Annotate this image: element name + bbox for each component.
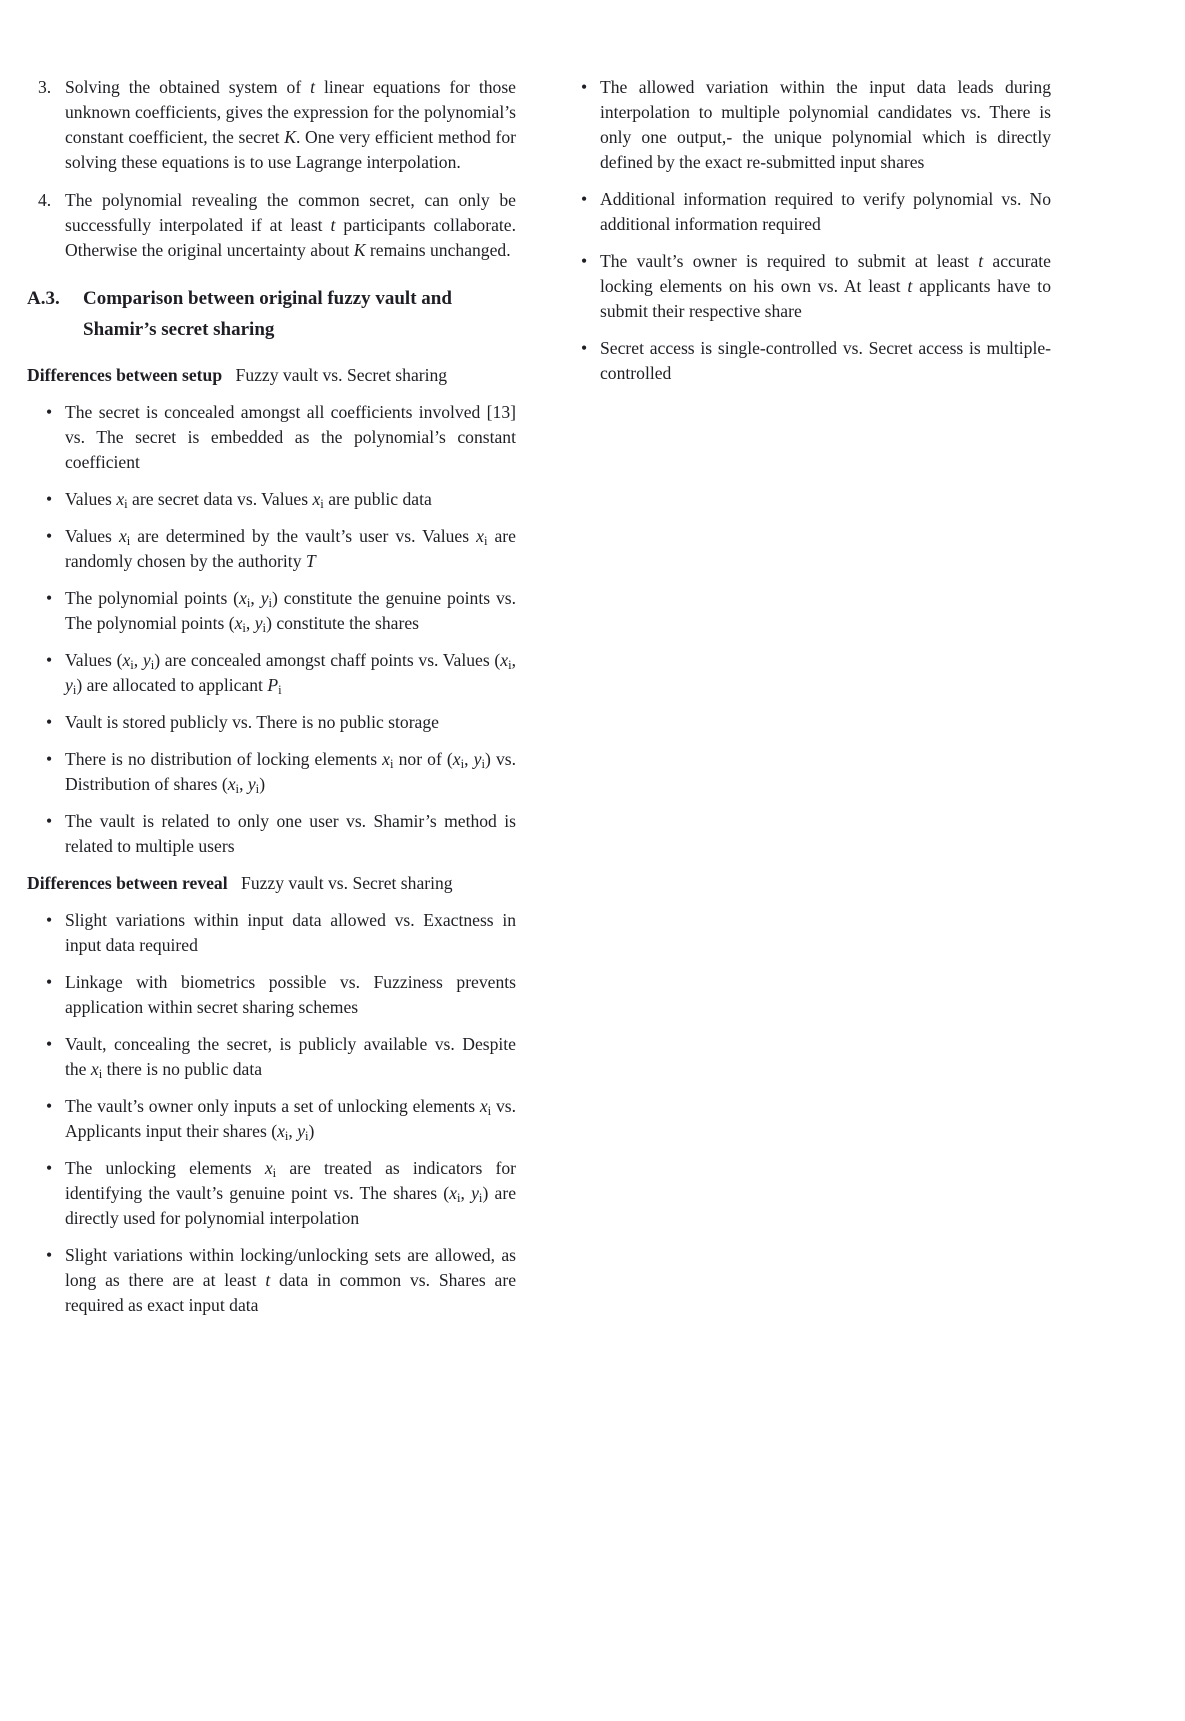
item-number: 3. <box>38 77 52 97</box>
bullet-icon: • <box>46 712 53 732</box>
bullet-text: The vault’s owner is required to submit at least t accurate locking elements on his own vs. At least t applicants have to submit their respective share <box>600 251 1051 321</box>
subheading-comparison: Fuzzy vault vs. Secret sharing <box>241 873 453 893</box>
bullet-item <box>27 524 516 574</box>
comparison-bullet-list <box>562 75 1051 386</box>
bullet-item <box>27 400 516 475</box>
bullet-item <box>27 648 516 698</box>
bullet-text: The vault’s owner only inputs a set of unlocking elements $x_i$ vs. Applicants input their shares ($x_i$, $y_i$) <box>65 1096 516 1143</box>
item-number: 4. <box>38 190 52 210</box>
bullet-text: Slight variations within input data allowed vs. Exactness in input data required <box>65 910 516 955</box>
bullet-item <box>27 1032 516 1082</box>
bullet-text: Secret access is single-controlled vs. Secret access is multiple-controlled <box>600 338 1051 383</box>
bullet-text: The allowed variation within the input data leads during interpolation to multiple polynomial candidates vs. There is only one output,- the unique polynomial which is directly defined by the exact re-submitted input shares <box>600 77 1051 172</box>
bullet-icon: • <box>581 251 588 271</box>
numbered-item <box>27 188 516 263</box>
bullet-icon: • <box>46 910 53 930</box>
bullet-text: The unlocking elements $x_i$ are treated as indicators for identifying the vault’s genuine point vs. The shares ($x_i$, $y_i$) are directly used for polynomial interpolation <box>65 1158 517 1228</box>
subheading-comparison: Fuzzy vault vs. Secret sharing <box>235 365 448 385</box>
bullet-text: Linkage with biometrics possible vs. Fuzziness prevents application within secret sharing schemes <box>65 972 516 1017</box>
subheading-label: Differences between setup <box>27 365 223 385</box>
bullet-text: Vault is stored publicly vs. There is no public storage <box>65 712 439 732</box>
bullet-icon: • <box>581 189 588 209</box>
bullet-item <box>27 809 516 859</box>
bullet-item <box>27 710 516 735</box>
numbered-item <box>27 75 516 175</box>
bullet-text: Values $x_i$ are secret data vs. Values $x_i$ are public data <box>65 489 432 511</box>
bullet-icon: • <box>46 1096 53 1116</box>
bullet-item <box>27 970 516 1020</box>
item-text: Solving the obtained system of t linear equations for those unknown coefficients, gives the expression for the polynomial’s constant coefficient, the secret K. One very efficient method for solving these equations is to use Lagrange interpolation. <box>65 77 516 172</box>
bullet-icon: • <box>46 749 53 769</box>
bullet-icon: • <box>46 588 53 608</box>
section-heading <box>27 283 516 345</box>
bullet-item <box>27 487 516 512</box>
bullet-item <box>27 747 516 797</box>
section-title: Comparison between original fuzzy vault and Shamir’s secret sharing <box>83 288 452 340</box>
bullet-icon: • <box>581 77 588 97</box>
bullet-text: There is no distribution of locking elements $x_i$ nor of ($x_i$, $y_i$) vs. Distribution of shares ($x_i$, $y_i$) <box>65 749 517 796</box>
bullet-item <box>27 908 516 958</box>
bullet-icon: • <box>46 526 53 546</box>
bullet-text: The polynomial points ($x_i$, $y_i$) constitute the genuine points vs. The polynomial points ($x_i$, $y_i$) constitute the shares <box>65 588 516 635</box>
bullet-text: Values $x_i$ are determined by the vault’s user vs. Values $x_i$ are randomly chosen by the authority T <box>65 526 516 571</box>
bullet-icon: • <box>46 489 53 509</box>
item-text: The polynomial revealing the common secret, can only be successfully interpolated if at least t participants collaborate. Otherwise the original uncertainty about K remains unchanged. <box>65 190 516 260</box>
subheading-label: Differences between reveal <box>27 873 228 893</box>
numbered-list <box>27 75 516 263</box>
bullet-text: The secret is concealed amongst all coefficients involved [13] vs. The secret is embedded as the polynomial’s constant coefficient <box>65 402 516 472</box>
bullet-item <box>562 249 1051 324</box>
bullet-icon: • <box>46 972 53 992</box>
bullet-text: Slight variations within locking/unlocking sets are allowed, as long as there are at least t data in common vs. Shares are required as exact input data <box>65 1245 517 1315</box>
reveal-bullet-list <box>27 908 516 1318</box>
bullet-icon: • <box>46 402 53 422</box>
section-number: A.3. <box>27 288 60 309</box>
bullet-item <box>27 1094 516 1144</box>
bullet-item <box>27 1156 516 1231</box>
bullet-icon: • <box>46 811 53 831</box>
bullet-text: Vault, concealing the secret, is publicly available vs. Despite the $x_i$ there is no public data <box>65 1034 516 1081</box>
setup-subheading <box>27 363 516 388</box>
bullet-item <box>27 1243 516 1318</box>
bullet-item <box>562 336 1051 386</box>
bullet-item <box>27 586 516 636</box>
reveal-subheading <box>27 871 516 896</box>
bullet-icon: • <box>581 338 588 358</box>
bullet-text: The vault is related to only one user vs. Shamir’s method is related to multiple users <box>65 811 516 856</box>
bullet-text: Additional information required to verify polynomial vs. No additional information required <box>600 189 1051 234</box>
setup-bullet-list <box>27 400 516 859</box>
bullet-icon: • <box>46 1034 53 1054</box>
bullet-item <box>562 75 1051 175</box>
bullet-icon: • <box>46 650 53 670</box>
bullet-icon: • <box>46 1158 53 1178</box>
right-column <box>562 75 1051 398</box>
left-column <box>27 75 516 1330</box>
bullet-icon: • <box>46 1245 53 1265</box>
bullet-text: Values ($x_i$, $y_i$) are concealed amongst chaff points vs. Values ($x_i$, $y_i$) are allocated to applicant $P_i$ <box>65 650 516 697</box>
bullet-item <box>562 187 1051 237</box>
